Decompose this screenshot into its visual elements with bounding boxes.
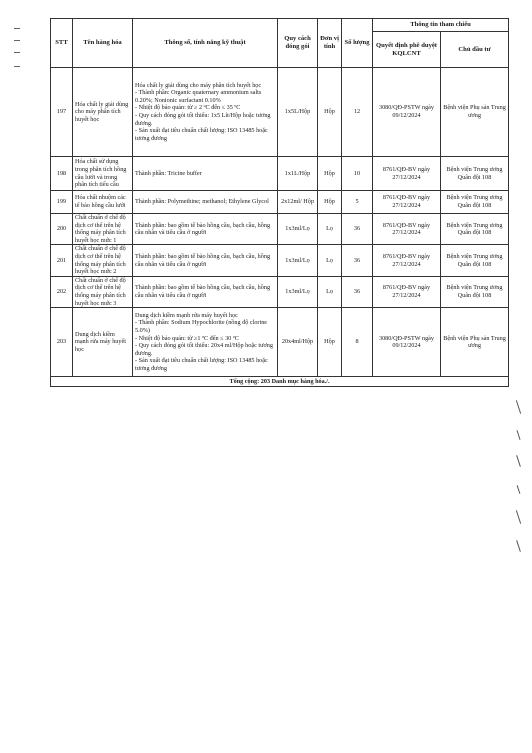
spec-line: Thành phần: bao gồm tế bào hồng cầu, bạch cầu, hồng cầu nhân và tiểu cầu ở người	[135, 284, 271, 299]
row-unit: Lọ	[318, 214, 342, 245]
row-name: Hóa chất ly giải dùng cho máy phân tích huyết học	[73, 68, 133, 157]
row-name: Chất chuẩn ở chế độ dịch cơ thể trên hệ thống máy phân tích huyết học mức 3	[73, 276, 133, 307]
row-investor: Bệnh viện Trung ương Quân đội 108	[441, 276, 509, 307]
table-row	[51, 191, 509, 214]
header-specs: Thông số, tính năng kỹ thuật	[133, 19, 278, 68]
spec-line: Hóa chất ly giải dùng cho máy phân tích huyết học	[135, 81, 262, 89]
row-stt: 202	[51, 276, 73, 307]
header-packing: Quy cách đóng gói	[278, 19, 318, 68]
row-stt: 198	[51, 157, 73, 191]
handwritten-signature-marks	[512, 400, 526, 570]
header-decision: Quyết định phê duyệt KQLCNT	[373, 32, 441, 68]
row-qty: 8	[342, 308, 373, 377]
row-specs	[133, 276, 278, 307]
spec-line: - Sản xuất đạt tiêu chuẩn chất lượng: ISO 13485 hoặc tương đương	[135, 127, 268, 142]
row-name: Hóa chất sử dụng trong phân tích hồng cầu lưới và trong phân tích tiểu cầu	[73, 157, 133, 191]
spec-line: - Quy cách đóng gói tối thiểu: 20x4 ml/Hộp hoặc tương đương.	[135, 342, 273, 357]
row-decision: 3080/QĐ-PSTW ngày 09/12/2024	[373, 68, 441, 157]
row-packing: 20x4ml/Hộp	[278, 308, 318, 377]
row-specs	[133, 214, 278, 245]
table-row	[51, 308, 509, 377]
row-stt: 201	[51, 245, 73, 276]
table-row	[51, 245, 509, 276]
row-stt: 199	[51, 191, 73, 214]
spec-line: Thành phần: Tricine buffer	[135, 169, 202, 177]
row-qty: 36	[342, 214, 373, 245]
row-decision: 8761/QĐ-BV ngày 27/12/2024	[373, 214, 441, 245]
spec-line: Thành phần: bao gồm tế bào hồng cầu, bạch cầu, hồng cầu nhân và tiểu cầu ở người	[135, 221, 271, 237]
row-qty: 5	[342, 191, 373, 214]
row-unit: Hộp	[318, 308, 342, 377]
left-margin-marks	[14, 28, 24, 88]
row-stt: 203	[51, 308, 73, 377]
row-specs	[133, 245, 278, 276]
row-decision: 8761/QĐ-BV ngày 27/12/2024	[373, 157, 441, 191]
row-investor: Bệnh viện Phụ sản Trung ương	[441, 308, 509, 377]
row-unit: Hộp	[318, 191, 342, 214]
total-row: Tổng cộng: 203 Danh mục hàng hóa./.	[51, 377, 509, 387]
row-unit: Hộp	[318, 68, 342, 157]
header-qty: Số lượng	[342, 19, 373, 68]
spec-line: - Nhiệt độ bảo quản: từ ≥1 ºC đến ≤ 30 ºC	[135, 334, 239, 342]
row-unit: Lọ	[318, 276, 342, 307]
spec-line: - Quy cách đóng gói tối thiểu: 1x5 Lít/Hộp hoặc tương đương.	[135, 112, 271, 127]
table-row	[51, 214, 509, 245]
row-qty: 10	[342, 157, 373, 191]
row-specs	[133, 308, 278, 377]
spec-line: Thành phần: bao gồm tế bào hồng cầu, bạch cầu, hồng cầu nhân và tiểu cầu ở người	[135, 252, 271, 268]
header-unit: Đơn vị tính	[318, 19, 342, 68]
row-name: Dung dịch kiềm mạnh rửa máy huyết học	[73, 308, 133, 377]
row-investor: Bệnh viện Trung ương Quân đội 108	[441, 191, 509, 214]
row-qty: 36	[342, 245, 373, 276]
spec-line: - Thành phần: Organic quaternary ammonium salts 0.20%; Nonionic surfactant 0.10%	[135, 89, 262, 104]
row-decision: 3080/QĐ-PSTW ngày 09/12/2024	[373, 308, 441, 377]
row-decision: 8761/QĐ-BV ngày 27/12/2024	[373, 245, 441, 276]
row-packing: 1x5L/Hộp	[278, 68, 318, 157]
row-qty: 12	[342, 68, 373, 157]
row-packing: 1x3ml/Lọ	[278, 245, 318, 276]
header-name: Tên hàng hóa	[73, 19, 133, 68]
table-row	[51, 68, 509, 157]
row-investor: Bệnh viện Phụ sản Trung ương	[441, 68, 509, 157]
row-unit: Hộp	[318, 157, 342, 191]
row-packing: 1x3ml/Lọ	[278, 214, 318, 245]
row-investor: Bệnh viện Trung ương Quân đội 108	[441, 214, 509, 245]
row-qty: 36	[342, 276, 373, 307]
spec-line: Thành phần: Polymethine; methanol; Ethylene Glycol	[135, 198, 269, 206]
row-name: Chất chuẩn ở chế độ dịch cơ thể trên hệ thống máy phân tích huyết học mức 1	[73, 214, 133, 245]
row-packing: 1x1L/Hộp	[278, 157, 318, 191]
row-decision: 8761/QĐ-BV ngày 27/12/2024	[373, 276, 441, 307]
row-stt: 200	[51, 214, 73, 245]
goods-table	[50, 18, 509, 387]
row-specs	[133, 68, 278, 157]
row-packing: 2x12ml/ Hộp	[278, 191, 318, 214]
row-decision: 8761/QĐ-BV ngày 27/12/2024	[373, 191, 441, 214]
row-investor: Bệnh viện Trung ương Quân đội 108	[441, 245, 509, 276]
spec-line: - Thành phần: Sodium Hypochlorite (nồng độ clorine 5.0%)	[135, 319, 268, 334]
table-row	[51, 276, 509, 307]
row-specs	[133, 191, 278, 214]
table-row	[51, 157, 509, 191]
spec-line: - Sản xuất đạt tiêu chuẩn chất lượng: ISO 13485 hoặc tương đương	[135, 357, 268, 372]
spec-line: - Nhiệt độ bảo quản: từ ≥ 2 ºC đến ≤ 35 ºC	[135, 104, 241, 112]
row-packing: 1x3ml/Lọ	[278, 276, 318, 307]
header-reference: Thông tin tham chiếu	[373, 19, 509, 32]
row-name: Hóa chất nhuộm các tế bào hồng cầu lưới	[73, 191, 133, 214]
header-investor: Chủ đầu tư	[441, 32, 509, 68]
row-unit: Lọ	[318, 245, 342, 276]
spec-line: Dung dịch kiềm mạnh rửa máy huyết học	[135, 311, 238, 319]
row-investor: Bệnh viện Trung ương Quân đội 108	[441, 157, 509, 191]
row-name: Chất chuẩn ở chế độ dịch cơ thể trên hệ thống máy phân tích huyết học mức 2	[73, 245, 133, 276]
header-stt: STT	[51, 19, 73, 68]
row-stt: 197	[51, 68, 73, 157]
row-specs	[133, 157, 278, 191]
